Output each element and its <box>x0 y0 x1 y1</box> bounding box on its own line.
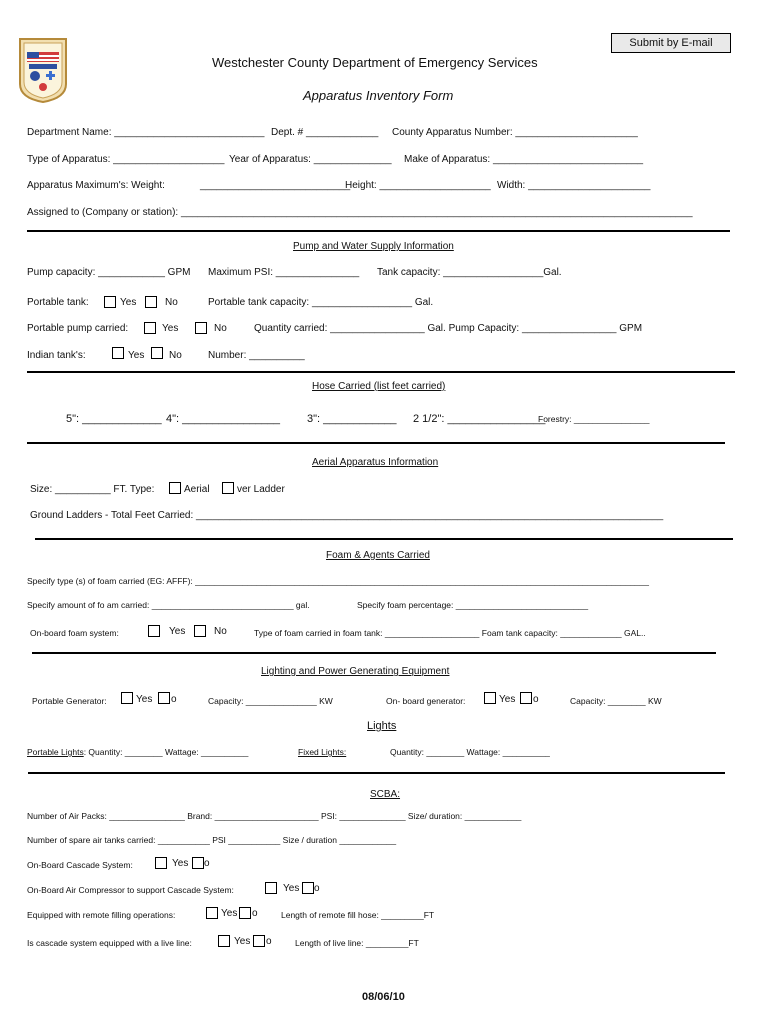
aerial-type-checkbox[interactable] <box>169 482 181 494</box>
max-psi-field[interactable]: Maximum PSI: _______________ <box>208 267 360 278</box>
footer-date: 08/06/10 <box>362 991 405 1003</box>
onboard-foam-no-label: No <box>214 626 227 637</box>
spare-tanks-fields[interactable]: Number of spare air tanks carried: ___________ PSI ___________ Size / duration ____________ <box>27 835 397 845</box>
aerial-size-field[interactable]: Size: __________ FT. Type: <box>30 484 155 495</box>
divider <box>27 442 725 444</box>
hose-section-heading: Hose Carried (list feet carried) <box>312 381 446 392</box>
divider <box>35 538 733 540</box>
remote-hose-length-field[interactable]: Length of remote fill hose: _________FT <box>281 910 435 920</box>
dept-number-field[interactable]: Dept. # _____________ <box>271 127 379 138</box>
portable-tank-capacity-field[interactable]: Portable tank capacity: __________________ Gal. <box>208 297 434 308</box>
remote-filling-yes-checkbox[interactable] <box>206 907 218 919</box>
cascade-yes-label: Yes <box>172 858 189 869</box>
live-line-no-checkbox[interactable] <box>253 935 265 947</box>
apparatus-year-field[interactable]: Year of Apparatus: ______________ <box>229 154 392 165</box>
portable-generator-label: Portable Generator: <box>32 696 107 706</box>
divider <box>28 772 725 774</box>
foam-type-field[interactable]: Specify type (s) of foam carried (EG: AFFF): ________________________________________________________________________________________________ <box>27 576 649 586</box>
onboard-generator-no-label: o <box>533 694 539 705</box>
live-line-yes-checkbox[interactable] <box>218 935 230 947</box>
foam-section-heading: Foam & Agents Carried <box>326 550 430 561</box>
remote-filling-yes-label: Yes <box>221 908 238 919</box>
live-line-length-field[interactable]: Length of live line: _________FT <box>295 938 419 948</box>
live-line-no-label: o <box>266 936 272 947</box>
portable-pump-no-checkbox[interactable] <box>195 322 207 334</box>
generator-capacity-field[interactable]: Capacity: _______________ KW <box>208 696 333 706</box>
portable-pump-label: Portable pump carried: <box>27 323 129 334</box>
apparatus-make-field[interactable]: Make of Apparatus: ___________________________ <box>404 154 644 165</box>
portable-pump-yes-checkbox[interactable] <box>144 322 156 334</box>
onboard-generator-yes-label: Yes <box>499 694 516 705</box>
cascade-yes-checkbox[interactable] <box>155 857 167 869</box>
cascade-system-label: On-Board Cascade System: <box>27 860 133 870</box>
foam-percentage-field[interactable]: Specify foam percentage: ____________________________ <box>357 600 589 610</box>
portable-tank-yes-checkbox[interactable] <box>104 296 116 308</box>
form-title: Apparatus Inventory Form <box>303 88 454 103</box>
divider <box>27 371 735 373</box>
portable-tank-label: Portable tank: <box>27 297 89 308</box>
cascade-no-checkbox[interactable] <box>192 857 204 869</box>
foam-amount-field[interactable]: Specify amount of fo am carried: ______________________________ gal. <box>27 600 310 610</box>
portable-generator-no-label: o <box>171 694 177 705</box>
compressor-no-label: o <box>314 883 320 894</box>
compressor-yes-checkbox[interactable] <box>265 882 277 894</box>
portable-tank-no-label: No <box>165 297 178 308</box>
onboard-generator-yes-checkbox[interactable] <box>484 692 496 704</box>
remote-filling-no-checkbox[interactable] <box>239 907 251 919</box>
remote-filling-label: Equipped with remote filling operations: <box>27 910 176 920</box>
portable-pump-no-label: No <box>214 323 227 334</box>
portable-pump-yes-label: Yes <box>162 323 179 334</box>
submit-by-email-button[interactable]: Submit by E-mail <box>611 33 731 53</box>
onboard-foam-no-checkbox[interactable] <box>194 625 206 637</box>
compressor-no-checkbox[interactable] <box>302 882 314 894</box>
onboard-foam-yes-checkbox[interactable] <box>148 625 160 637</box>
divider <box>27 230 730 232</box>
county-apparatus-number-field[interactable]: County Apparatus Number: ______________________ <box>392 127 638 138</box>
live-line-label: Is cascade system equipped with a live line: <box>27 938 192 948</box>
max-width-field[interactable]: Width: ______________________ <box>497 180 651 191</box>
fixed-lights-label: Fixed Lights: <box>298 747 347 757</box>
indian-tanks-yes-checkbox[interactable] <box>112 347 124 359</box>
air-packs-fields[interactable]: Number of Air Packs: ________________ Brand: ______________________ PSI: ______________ Size/ duration: ____________ <box>27 811 522 821</box>
tower-ladder-checkbox[interactable] <box>222 482 234 494</box>
foam-tank-type-field[interactable]: Type of foam carried in foam tank: ____________________ Foam tank capacity: _____________ GAL.. <box>254 628 646 638</box>
apparatus-type-field[interactable]: Type of Apparatus: ____________________ <box>27 154 225 165</box>
lights-heading: Lights <box>367 720 397 732</box>
hose-5in-field[interactable]: 5": _____________ <box>66 413 162 425</box>
portable-generator-yes-label: Yes <box>136 694 153 705</box>
county-seal-logo <box>16 36 70 104</box>
cascade-no-label: o <box>204 858 210 869</box>
indian-tanks-number-field[interactable]: Number: __________ <box>208 350 305 361</box>
indian-tanks-no-checkbox[interactable] <box>151 347 163 359</box>
hose-2-5in-field[interactable]: 2 1/2": ________________ <box>413 413 546 425</box>
remote-filling-no-label: o <box>252 908 258 919</box>
lighting-section-heading: Lighting and Power Generating Equipment <box>261 666 450 677</box>
portable-tank-no-checkbox[interactable] <box>145 296 157 308</box>
portable-lights-row <box>27 747 248 757</box>
portable-lights-label: Portable Lights <box>27 747 84 757</box>
max-height-field[interactable]: Height: ____________________ <box>345 180 491 191</box>
live-line-yes-label: Yes <box>234 936 251 947</box>
portable-lights-fields[interactable]: : Quantity: ________ Wattage: __________ <box>83 747 249 757</box>
portable-generator-yes-checkbox[interactable] <box>121 692 133 704</box>
fixed-lights-fields[interactable]: Quantity: ________ Wattage: __________ <box>390 747 550 757</box>
aerial-type-label: Aerial <box>184 484 210 495</box>
max-weight-label: Apparatus Maximum's: Weight: <box>27 180 165 191</box>
onboard-foam-yes-label: Yes <box>169 626 186 637</box>
max-weight-field[interactable]: ___________________________ <box>200 180 351 191</box>
compressor-yes-label: Yes <box>283 883 300 894</box>
onboard-generator-label: On- board generator: <box>386 696 466 706</box>
air-compressor-label: On-Board Air Compressor to support Cascade System: <box>27 885 234 895</box>
hose-4in-field[interactable]: 4": ________________ <box>166 413 281 425</box>
pump-section-heading: Pump and Water Supply Information <box>293 241 454 252</box>
tower-ladder-label: ver Ladder <box>237 484 285 495</box>
portable-tank-yes-label: Yes <box>120 297 137 308</box>
hose-forestry-field[interactable]: Forestry: ________________ <box>538 414 650 424</box>
hose-3in-field[interactable]: 3": ____________ <box>307 413 397 425</box>
portable-generator-no-checkbox[interactable] <box>158 692 170 704</box>
onboard-generator-no-checkbox[interactable] <box>520 692 532 704</box>
pump-capacity-field[interactable]: Pump capacity: ____________ GPM <box>27 267 191 278</box>
ground-ladders-field[interactable]: Ground Ladders - Total Feet Carried: ____________________________________________________________________________________ <box>30 510 664 521</box>
org-name: Westchester County Department of Emergency Services <box>212 55 538 70</box>
tank-capacity-field[interactable]: Tank capacity: __________________Gal. <box>377 267 562 278</box>
onboard-foam-label: On-board foam system: <box>30 628 119 638</box>
assigned-to-field[interactable]: Assigned to (Company or station): ____________________________________________________________________________________________ <box>27 207 693 218</box>
pump-quantity-field[interactable]: Quantity carried: _________________ Gal. Pump Capacity: _________________ GPM <box>254 323 643 334</box>
dept-name-field[interactable]: Department Name: ___________________________ <box>27 127 265 138</box>
divider <box>32 652 716 654</box>
indian-tanks-yes-label: Yes <box>128 350 145 361</box>
indian-tanks-no-label: No <box>169 350 182 361</box>
scba-section-heading: SCBA: <box>370 789 401 800</box>
indian-tanks-label: Indian tank's: <box>27 350 86 361</box>
aerial-section-heading: Aerial Apparatus Information <box>312 457 439 468</box>
onboard-generator-capacity-field[interactable]: Capacity: ________ KW <box>570 696 662 706</box>
